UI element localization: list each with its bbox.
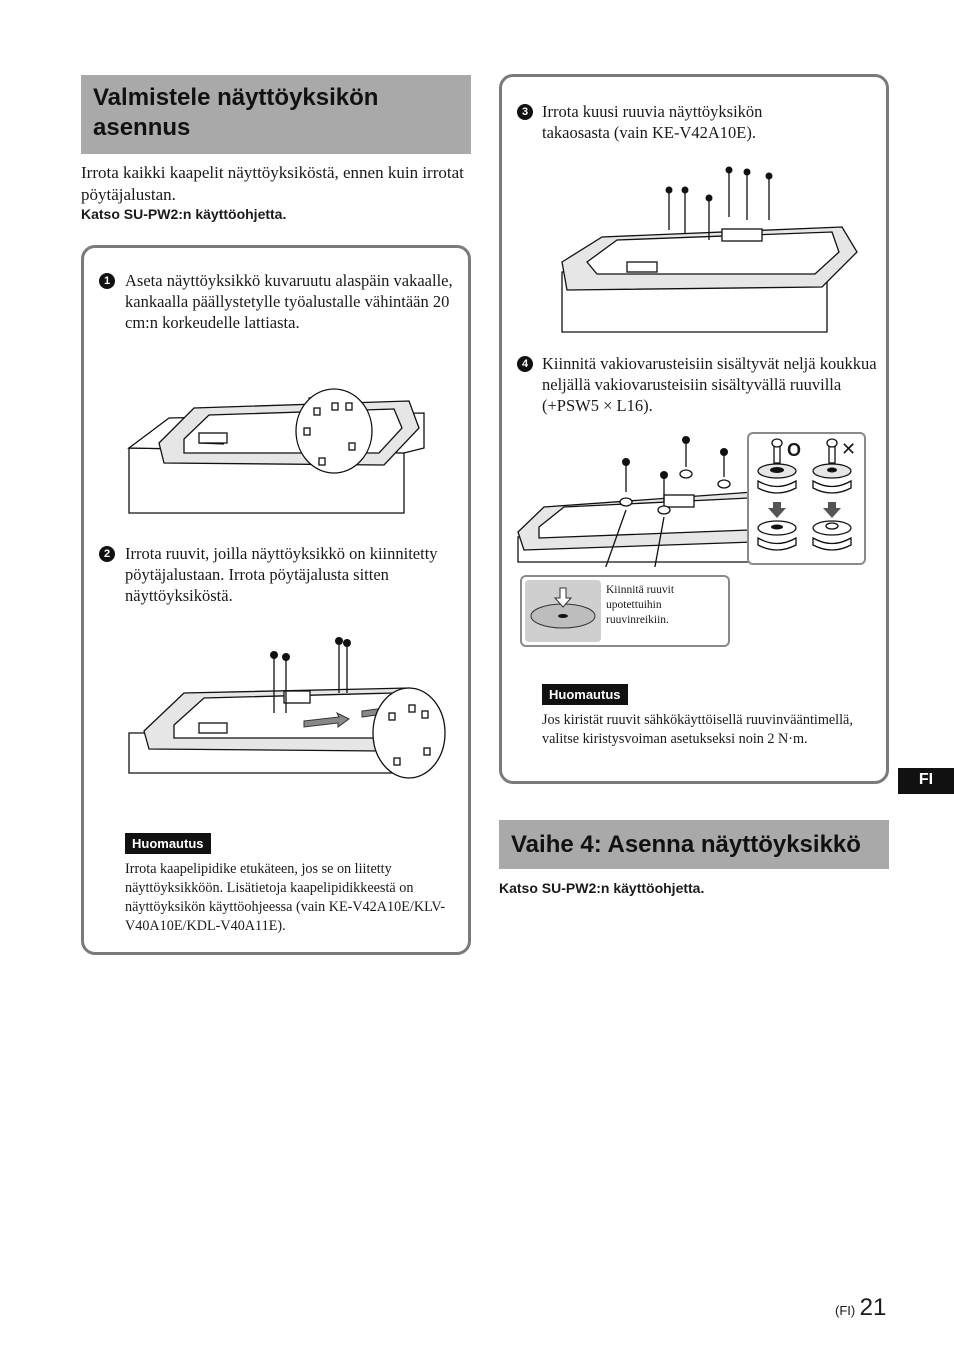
step-text-2: Irrota ruuvit, joilla näyttöyksikkö on kiinnitetty pöytäjalustaan. Irrota pöytäjalusta sitten näyttöyksiköstä.	[125, 544, 438, 605]
step-number-2: 2	[99, 546, 115, 562]
page-number: 21	[859, 1294, 887, 1321]
language-tab: FI	[898, 768, 954, 794]
countersunk-hole-icon	[525, 580, 601, 642]
countersunk-callout-text: Kiinnitä ruuvit upotettuihin ruuvinreikiin.	[606, 584, 675, 626]
ok-mark: O	[787, 440, 802, 460]
note-text-left: Irrota kaapelipidike etukäteen, jos se on liitetty näyttöyksikköön. Lisätietoja kaapelipidikkeestä on näyttöyksikön käyttöohjeessa (vain KE-V42A10E/KLV-V40A10E/KDL-V40A11E).	[125, 861, 446, 934]
remove-stand-illustration	[124, 633, 454, 783]
note-label-right: Huomautus	[542, 684, 628, 705]
screw-detail-panel	[747, 432, 866, 565]
steps-box-right	[499, 74, 889, 784]
section-heading-step4-text: Vaihe 4: Asenna näyttöyksikkö	[511, 831, 861, 858]
step-number-4: 4	[517, 356, 533, 372]
ng-mark: ✕	[841, 439, 857, 459]
step-text-3: Irrota kuusi ruuvia näyttöyksikön takaosasta (vain KE-V42A10E).	[542, 102, 763, 142]
reference-text-right: Katso SU-PW2:n käyttöohjetta.	[499, 880, 705, 896]
countersunk-callout	[520, 575, 730, 647]
reference-text-left: Katso SU-PW2:n käyttöohjetta.	[81, 206, 287, 222]
intro-paragraph: Irrota kaikki kaapelit näyttöyksiköstä, ennen kuin irrotat pöytäjalustan.	[81, 163, 464, 204]
step-text-4: Kiinnitä vakiovarusteisiin sisältyvät neljä koukkua neljällä vakiovarusteisiin sisältyvällä ruuvilla (+PSW5 × L16).	[542, 354, 877, 415]
section-heading-step4	[499, 820, 889, 869]
attach-hooks-illustration	[514, 432, 754, 567]
note-text-right: Jos kiristät ruuvit sähkökäyttöisellä ruuvinvääntimellä, valitse kiristysvoiman asetukseksi noin 2 N·m.	[542, 712, 853, 747]
section-heading-prepare	[81, 75, 471, 154]
page-footer	[835, 1294, 886, 1322]
remove-screws-illustration	[557, 162, 867, 337]
step-number-1: 1	[99, 273, 115, 289]
step-number-3: 3	[517, 104, 533, 120]
step-text-1: Aseta näyttöyksikkö kuvaruutu alaspäin vakaalle, kankaalla päällystetylle työalustalle vähintään 20 cm:n korkeudelle lattiasta.	[125, 271, 453, 332]
countersunk-hole-image	[525, 580, 601, 642]
tv-face-down-illustration	[124, 373, 434, 518]
section-heading-prepare-text: Valmistele näyttöyksikön asennus	[93, 84, 379, 141]
footer-lang: (FI)	[835, 1303, 856, 1318]
steps-box-left	[81, 245, 471, 955]
note-label-left: Huomautus	[125, 833, 211, 854]
